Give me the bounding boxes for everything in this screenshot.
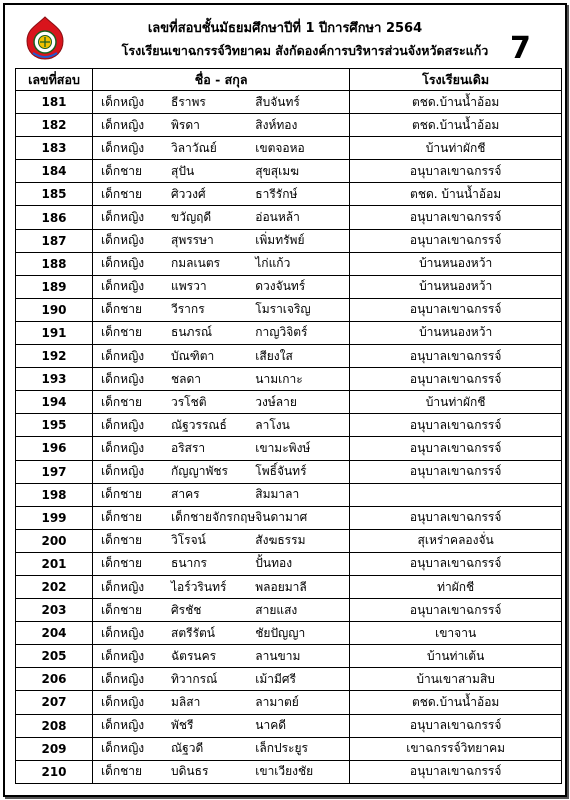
first-name-cell: วรโชติ [171,391,255,414]
last-name-cell: ลามาตย์ [255,691,350,714]
document-subtitle: โรงเรียนเขาฉกรรจ์วิทยาคม สังกัดองค์การบริหารส่วนจังหวัดสระแก้ว [121,43,489,58]
table-row [16,575,562,598]
first-name-cell: บัณฑิตา [171,345,255,368]
name-prefix-cell: เด็กชาย [93,552,172,575]
exam-number-cell: 209 [16,737,93,760]
first-name-cell: แพรวา [171,275,255,298]
first-name-cell: มลิสา [171,691,255,714]
name-prefix-cell: เด็กชาย [93,160,172,183]
name-prefix-cell: เด็กหญิง [93,275,172,298]
exam-number-cell: 193 [16,368,93,391]
exam-number-cell: 192 [16,345,93,368]
column-header-full-name: ชื่อ - สกุล [93,69,350,91]
first-name-cell: พัชรี [171,714,255,737]
last-name-cell: นามเกาะ [255,368,350,391]
exam-number-cell: 205 [16,645,93,668]
table-row [16,483,562,506]
first-name-cell: วิโรจน์ [171,529,255,552]
first-name-cell: ธนากร [171,552,255,575]
exam-number-cell: 201 [16,552,93,575]
previous-school-cell: ตชด.บ้านน้ำอ้อม [350,691,562,714]
table-row [16,275,562,298]
name-prefix-cell: เด็กหญิง [93,737,172,760]
column-header-previous-school: โรงเรียนเดิม [350,69,562,91]
last-name-cell: ธารีรักษ์ [255,183,350,206]
name-prefix-cell: เด็กหญิง [93,645,172,668]
table-row [16,668,562,691]
previous-school-cell: บ้านหนองหว้า [350,321,562,344]
first-name-cell: บดินธร [171,760,255,783]
table-row [16,137,562,160]
last-name-cell: ไก่แก้ว [255,252,350,275]
previous-school-cell: อนุบาลเขาฉกรรจ์ [350,160,562,183]
first-name-cell: กมลเนตร [171,252,255,275]
last-name-cell: ลานขาม [255,645,350,668]
previous-school-cell [350,483,562,506]
first-name-cell: วิลาวัณย์ [171,137,255,160]
exam-seat-table [15,68,562,784]
table-row [16,183,562,206]
exam-number-cell: 194 [16,391,93,414]
previous-school-cell: สุเหร่าคลองจั่น [350,529,562,552]
table-row [16,506,562,529]
last-name-cell: สายแสง [255,599,350,622]
first-name-cell: ศิรชัช [171,599,255,622]
name-prefix-cell: เด็กชาย [93,483,172,506]
name-prefix-cell: เด็กชาย [93,506,172,529]
exam-number-cell: 200 [16,529,93,552]
document-page [3,3,567,797]
page-number: 7 [510,31,531,66]
last-name-cell: เขาเวียงชัย [255,760,350,783]
last-name-cell: ปั้นทอง [255,552,350,575]
table-row [16,206,562,229]
table-row [16,714,562,737]
last-name-cell: เล็กประยูร [255,737,350,760]
previous-school-cell: อนุบาลเขาฉกรรจ์ [350,206,562,229]
exam-number-cell: 184 [16,160,93,183]
exam-number-cell: 188 [16,252,93,275]
last-name-cell: เขตจอหอ [255,137,350,160]
exam-number-cell: 203 [16,599,93,622]
name-prefix-cell: เด็กหญิง [93,91,172,114]
first-name-cell: ฉัตรนคร [171,645,255,668]
exam-number-cell: 202 [16,575,93,598]
first-name-cell: สาคร [171,483,255,506]
exam-number-cell: 181 [16,91,93,114]
last-name-cell: เขามะพิงษ์ [255,437,350,460]
exam-number-cell: 197 [16,460,93,483]
name-prefix-cell: เด็กหญิง [93,368,172,391]
table-row [16,552,562,575]
name-prefix-cell: เด็กหญิง [93,691,172,714]
name-prefix-cell: เด็กชาย [93,529,172,552]
table-row [16,460,562,483]
document-header [5,5,565,67]
table-row [16,391,562,414]
first-name-cell: พิรดา [171,114,255,137]
first-name-cell: สตรีรัตน์ [171,622,255,645]
table-row [16,645,562,668]
last-name-cell: พลอยมาลี [255,575,350,598]
first-name-cell: ศิววงศ์ [171,183,255,206]
table-row [16,114,562,137]
name-prefix-cell: เด็กหญิง [93,414,172,437]
table-row [16,737,562,760]
exam-number-cell: 199 [16,506,93,529]
name-prefix-cell: เด็กชาย [93,760,172,783]
last-name-cell: จินดามาศ [255,506,350,529]
exam-number-cell: 207 [16,691,93,714]
first-name-cell: ทิวากรณ์ [171,668,255,691]
previous-school-cell: ตชด.บ้านน้ำอ้อม [350,114,562,137]
first-name-cell: ไอร์วรินทร์ [171,575,255,598]
previous-school-cell: อนุบาลเขาฉกรรจ์ [350,368,562,391]
table-row [16,437,562,460]
table-row [16,160,562,183]
previous-school-cell: บ้านท่าเต้น [350,645,562,668]
previous-school-cell: อนุบาลเขาฉกรรจ์ [350,345,562,368]
last-name-cell: เม้ามีศรี [255,668,350,691]
exam-number-cell: 195 [16,414,93,437]
previous-school-cell: ท่าผักชี [350,575,562,598]
name-prefix-cell: เด็กหญิง [93,714,172,737]
previous-school-cell: อนุบาลเขาฉกรรจ์ [350,599,562,622]
table-row [16,691,562,714]
first-name-cell: กัญญาพัชร [171,460,255,483]
previous-school-cell: บ้านท่าผักชี [350,391,562,414]
name-prefix-cell: เด็กหญิง [93,460,172,483]
previous-school-cell: บ้านท่าผักชี [350,137,562,160]
table-row [16,345,562,368]
first-name-cell: ชลดา [171,368,255,391]
table-row [16,414,562,437]
last-name-cell: สิมมาลา [255,483,350,506]
last-name-cell: โพธิ์จันทร์ [255,460,350,483]
first-name-cell: ณัฐวดี [171,737,255,760]
document-title: เลขที่สอบชั้นมัธยมศึกษาปีที่ 1 ปีการศึกษา 2564 [147,21,423,36]
name-prefix-cell: เด็กหญิง [93,437,172,460]
last-name-cell: สืบจันทร์ [255,91,350,114]
first-name-cell: เด็กชายจักรกฤษ [171,506,255,529]
first-name-cell: ธีราพร [171,91,255,114]
first-name-cell: สุพรรษา [171,229,255,252]
last-name-cell: สิงห์ทอง [255,114,350,137]
exam-number-cell: 208 [16,714,93,737]
table-header-row [16,69,562,91]
name-prefix-cell: เด็กชาย [93,321,172,344]
last-name-cell: โมราเจริญ [255,298,350,321]
last-name-cell: ดวงจันทร์ [255,275,350,298]
name-prefix-cell: เด็กหญิง [93,622,172,645]
exam-number-cell: 204 [16,622,93,645]
name-prefix-cell: เด็กหญิง [93,345,172,368]
exam-number-cell: 206 [16,668,93,691]
name-prefix-cell: เด็กหญิง [93,668,172,691]
previous-school-cell: บ้านเขาสามสิบ [350,668,562,691]
exam-number-cell: 210 [16,760,93,783]
last-name-cell: ชัยปัญญา [255,622,350,645]
table-row [16,229,562,252]
exam-number-cell: 196 [16,437,93,460]
last-name-cell: อ่อนหล้า [255,206,350,229]
previous-school-cell: อนุบาลเขาฉกรรจ์ [350,298,562,321]
name-prefix-cell: เด็กหญิง [93,229,172,252]
previous-school-cell: อนุบาลเขาฉกรรจ์ [350,552,562,575]
exam-number-cell: 185 [16,183,93,206]
previous-school-cell: อนุบาลเขาฉกรรจ์ [350,460,562,483]
first-name-cell: สุปัน [171,160,255,183]
previous-school-cell: บ้านหนองหว้า [350,252,562,275]
previous-school-cell: อนุบาลเขาฉกรรจ์ [350,229,562,252]
previous-school-cell: เขาฉกรรจ์วิทยาคม [350,737,562,760]
column-header-exam-number: เลขที่สอบ [16,69,93,91]
last-name-cell: เพิ่มทรัพย์ [255,229,350,252]
table-row [16,622,562,645]
table-row [16,298,562,321]
exam-number-cell: 198 [16,483,93,506]
exam-number-cell: 186 [16,206,93,229]
first-name-cell: ขวัญฤดี [171,206,255,229]
last-name-cell: เสียงใส [255,345,350,368]
table-row [16,599,562,622]
exam-number-cell: 189 [16,275,93,298]
table-row [16,760,562,783]
last-name-cell: วงษ์ลาย [255,391,350,414]
previous-school-cell: อนุบาลเขาฉกรรจ์ [350,414,562,437]
previous-school-cell: ตชด.บ้านน้ำอ้อม [350,91,562,114]
first-name-cell: ณัฐวรรณธ์ [171,414,255,437]
name-prefix-cell: เด็กหญิง [93,252,172,275]
exam-number-cell: 191 [16,321,93,344]
first-name-cell: อริสรา [171,437,255,460]
previous-school-cell: ตชด. บ้านน้ำอ้อม [350,183,562,206]
table-row [16,529,562,552]
name-prefix-cell: เด็กหญิง [93,575,172,598]
table-row [16,321,562,344]
name-prefix-cell: เด็กหญิง [93,114,172,137]
last-name-cell: นาคดี [255,714,350,737]
name-prefix-cell: เด็กหญิง [93,137,172,160]
name-prefix-cell: เด็กหญิง [93,206,172,229]
table-row [16,91,562,114]
first-name-cell: ธนภรณ์ [171,321,255,344]
previous-school-cell: บ้านหนองหว้า [350,275,562,298]
name-prefix-cell: เด็กชาย [93,391,172,414]
exam-number-cell: 190 [16,298,93,321]
table-row [16,368,562,391]
name-prefix-cell: เด็กชาย [93,599,172,622]
first-name-cell: วีรากร [171,298,255,321]
last-name-cell: ลาโงน [255,414,350,437]
name-prefix-cell: เด็กชาย [93,183,172,206]
last-name-cell: กาญวิจิตร์ [255,321,350,344]
previous-school-cell: อนุบาลเขาฉกรรจ์ [350,760,562,783]
last-name-cell: สังฆธรรม [255,529,350,552]
name-prefix-cell: เด็กชาย [93,298,172,321]
previous-school-cell: อนุบาลเขาฉกรรจ์ [350,437,562,460]
last-name-cell: สุขสุเมฆ [255,160,350,183]
exam-number-cell: 183 [16,137,93,160]
previous-school-cell: อนุบาลเขาฉกรรจ์ [350,506,562,529]
previous-school-cell: เขาจาน [350,622,562,645]
exam-number-cell: 182 [16,114,93,137]
exam-number-cell: 187 [16,229,93,252]
table-row [16,252,562,275]
previous-school-cell: อนุบาลเขาฉกรรจ์ [350,714,562,737]
